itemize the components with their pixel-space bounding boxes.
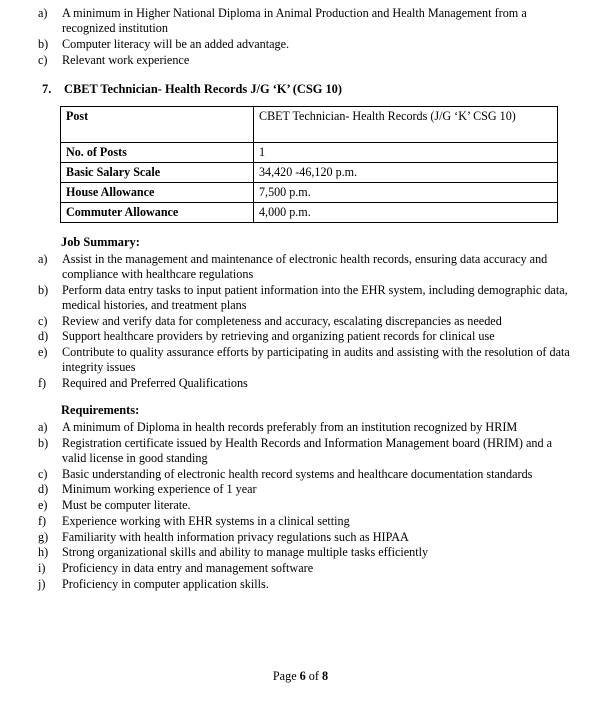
list-marker: b) bbox=[38, 36, 49, 51]
page-footer bbox=[0, 669, 601, 684]
table-row bbox=[61, 142, 558, 162]
list-text: Basic understanding of electronic health record systems and healthcare documentation standards bbox=[62, 466, 533, 481]
list-item bbox=[34, 376, 571, 391]
list-text: Minimum working experience of 1 year bbox=[62, 482, 257, 497]
list-marker: b) bbox=[38, 282, 49, 297]
table-row bbox=[61, 182, 558, 202]
list-text: Support healthcare providers by retrieving and organizing patient records for clinical use bbox=[62, 329, 495, 344]
list-item bbox=[34, 498, 571, 513]
list-item bbox=[34, 561, 571, 576]
table-cell-label: No. of Posts bbox=[61, 142, 254, 162]
section-title: CBET Technician- Health Records J/G ‘K’ (CSG 10) bbox=[64, 81, 342, 96]
table-cell-label: House Allowance bbox=[61, 182, 254, 202]
list-marker: f) bbox=[38, 513, 47, 528]
list-item bbox=[34, 53, 571, 68]
list-item bbox=[34, 420, 571, 435]
list-item bbox=[34, 345, 571, 375]
requirements-list bbox=[34, 420, 571, 592]
table-cell-label: Post bbox=[61, 106, 254, 142]
table-row bbox=[61, 202, 558, 222]
list-text: Contribute to quality assurance efforts by participating in audits and assisting with the resolution of data integrity issues bbox=[62, 345, 570, 375]
table-cell-value: 1 bbox=[254, 142, 558, 162]
list-marker: i) bbox=[38, 560, 46, 575]
list-text: Perform data entry tasks to input patient information into the EHR system, including demographic data, medical histories, and treatment plans bbox=[62, 282, 568, 312]
list-marker: e) bbox=[38, 345, 48, 360]
section-number: 7. bbox=[42, 81, 52, 96]
list-text: Must be computer literate. bbox=[62, 498, 191, 513]
list-marker: g) bbox=[38, 529, 49, 544]
post-details-table bbox=[60, 106, 558, 223]
list-item bbox=[34, 37, 571, 52]
list-item bbox=[34, 314, 571, 329]
table-cell-label: Commuter Allowance bbox=[61, 202, 254, 222]
table-cell-label: Basic Salary Scale bbox=[61, 162, 254, 182]
list-text: Proficiency in computer application skills. bbox=[62, 576, 269, 591]
list-marker: h) bbox=[38, 545, 49, 560]
list-text: Review and verify data for completeness and accuracy, escalating discrepancies as needed bbox=[62, 313, 502, 328]
list-text: A minimum of Diploma in health records preferably from an institution recognized by HRIM bbox=[62, 420, 518, 435]
list-marker: c) bbox=[38, 466, 48, 481]
list-text: Registration certificate issued by Health Records and Information Management board (HRIM) and a valid license in good standing bbox=[62, 435, 553, 466]
list-text: Familiarity with health information privacy regulations such as HIPAA bbox=[62, 529, 409, 544]
footer-middle: of bbox=[305, 669, 322, 683]
list-marker: c) bbox=[38, 52, 48, 67]
table-cell-value: 4,000 p.m. bbox=[254, 202, 558, 222]
list-marker: b) bbox=[38, 435, 49, 450]
list-marker: a) bbox=[38, 420, 48, 435]
footer-total-pages: 8 bbox=[322, 669, 329, 683]
list-text: Strong organizational skills and ability to manage multiple tasks efficiently bbox=[62, 545, 429, 560]
table-row bbox=[61, 106, 558, 142]
list-marker: c) bbox=[38, 313, 48, 328]
list-text: Relevant work experience bbox=[62, 52, 190, 67]
list-text: Proficiency in data entry and management software bbox=[62, 560, 314, 575]
list-text: A minimum in Higher National Diploma in Animal Production and Health Management from a recognized institution bbox=[62, 6, 527, 36]
requirements-heading: Requirements: bbox=[61, 403, 140, 418]
list-marker: e) bbox=[38, 498, 48, 513]
table-cell-value: 7,500 p.m. bbox=[254, 182, 558, 202]
list-item bbox=[34, 252, 571, 282]
list-item bbox=[34, 514, 571, 529]
top-qualifications-list bbox=[34, 6, 571, 68]
list-marker: d) bbox=[38, 482, 49, 497]
list-marker: j) bbox=[38, 576, 46, 591]
list-marker: d) bbox=[38, 329, 49, 344]
table-row bbox=[61, 162, 558, 182]
list-text: Required and Preferred Qualifications bbox=[62, 375, 248, 390]
list-item bbox=[34, 283, 571, 313]
job-summary-heading: Job Summary: bbox=[61, 234, 140, 249]
footer-current-page: 6 bbox=[299, 669, 306, 683]
list-marker: f) bbox=[38, 375, 47, 390]
table-cell-value: 34,420 -46,120 p.m. bbox=[254, 162, 558, 182]
list-marker: a) bbox=[38, 251, 48, 266]
list-item bbox=[34, 329, 571, 344]
list-item bbox=[34, 530, 571, 545]
footer-prefix: Page bbox=[272, 669, 300, 683]
list-item bbox=[34, 545, 571, 560]
list-text: Computer literacy will be an added advantage. bbox=[62, 36, 290, 51]
list-item bbox=[34, 577, 571, 592]
list-marker: a) bbox=[38, 6, 48, 20]
section-heading bbox=[34, 82, 571, 97]
list-text: Experience working with EHR systems in a clinical setting bbox=[62, 513, 350, 528]
table-cell-value: CBET Technician- Health Records (J/G ‘K’ CSG 10) bbox=[254, 106, 558, 142]
list-item bbox=[34, 6, 571, 36]
list-item bbox=[34, 482, 571, 497]
list-text: Assist in the management and maintenance of electronic health records, ensuring data accuracy and compliance with healthcare regulations bbox=[62, 251, 548, 282]
job-summary-list bbox=[34, 252, 571, 391]
list-item bbox=[34, 436, 571, 466]
list-item bbox=[34, 467, 571, 482]
